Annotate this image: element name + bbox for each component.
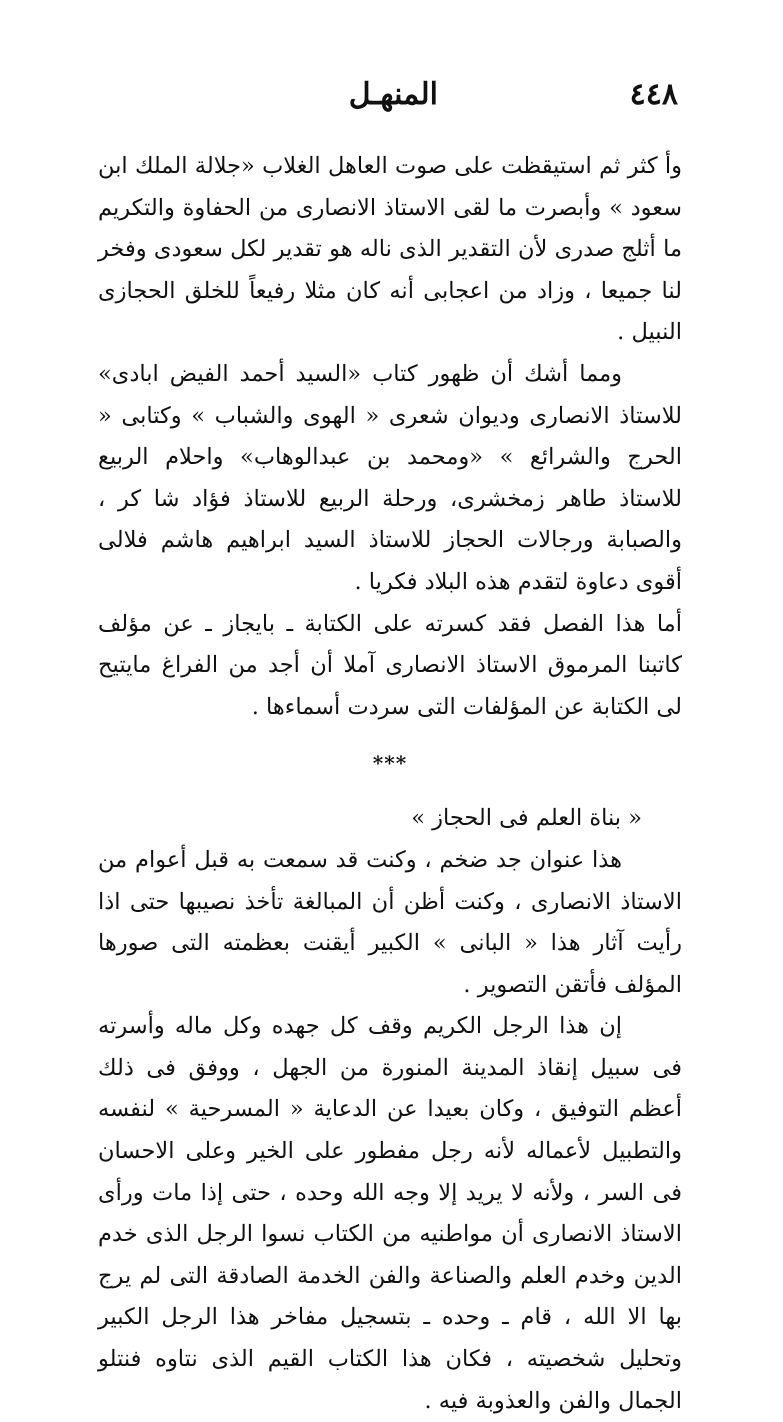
paragraph-5: إن هذا الرجل الكريم وقف كل جهده وكل ماله وأسرته فى سبيل إنقاذ المدينة المنورة من الجهل ، ووفق فى ذلك أعظم التوفيق ، وكان بعيدا عن الدعاية « المسرحية » لنفسه والتطبيل لأعماله لأنه رجل مفطور على الخير وعلى الاحسان فى السر ، ولأنه لا يريد إلا وجه الله وحده ، حتى إذا مات ورأى الاستاذ الانصارى أن مواطنيه من الكتاب نسوا الرجل الذى خدم الدين وخدم العلم والصناعة والفن الخدمة الصادقة التى لم يرج بها الا الله ، قام ـ وحده ـ بتسجيل مفاخر هذا الرجل الكبير وتحليل شخصيته ، فكان هذا الكتاب القيم الذى نتاوه فنتلو الجمال والفن والعذوبة فيه .: [98, 1013, 682, 1414]
section-subheading: « بناة العلم فى الحجاز »: [411, 805, 642, 832]
page-number: ٤٤٨: [629, 77, 678, 112]
paragraph-2: ومما أشك أن ظهور كتاب «السيد أحمد الفيض ابادى» للاستاذ الانصارى وديوان شعرى « الهوى والشباب » وكتابى « الحرج والشرائع » «ومحمد بن عبدالوهاب» واحلام الربيع للاستاذ طاهر زمخشرى، ورحلة الربيع للاستاذ فؤاد شا كر ، والصبابة ورجالات الحجاز للاستاذ السيد ابراهيم هاشم فلالى أقوى دعاوة لتقدم هذه البلاد فكريا .: [98, 360, 682, 595]
running-title: المنهـل: [348, 77, 438, 112]
paragraph-1: وأ كثر ثم استيقظت على صوت العاهل الغلاب «جلالة الملك ابن سعود » وأبصرت ما لقى الاستاذ الانصارى من الحفاوة والتكريم ما أثلج صدرى لأن التقدير الذى ناله هو تقدير لكل سعودى وفخر لنا جميعا ، وزاد من اعجابى أنه كان مثلا رفيعاً للخلق الحجازى النبيل .: [98, 153, 682, 346]
page-header: [0, 70, 783, 120]
section-separator: ***: [372, 751, 408, 776]
paragraph-3: أما هذا الفصل فقد كسرته على الكتابة ـ بايجاز ـ عن مؤلف كاتبنا المرموق الاستاذ الانصارى آملا أن أجد من الفراغ مايتيح لى الكتابة عن المؤلفات التى سردت أسماءها .: [98, 610, 682, 720]
body-text: [98, 146, 682, 1422]
paragraph-4: هذا عنوان جد ضخم ، وكنت قد سمعت به قبل أعوام من الاستاذ الانصارى ، وكنت أظن أن المبالغة تأخذ نصيبها حتى اذا رأيت آثار هذا « البانى » الكبير أيقنت بعظمته التى صورها المؤلف فأتقن التصوير .: [98, 846, 682, 998]
